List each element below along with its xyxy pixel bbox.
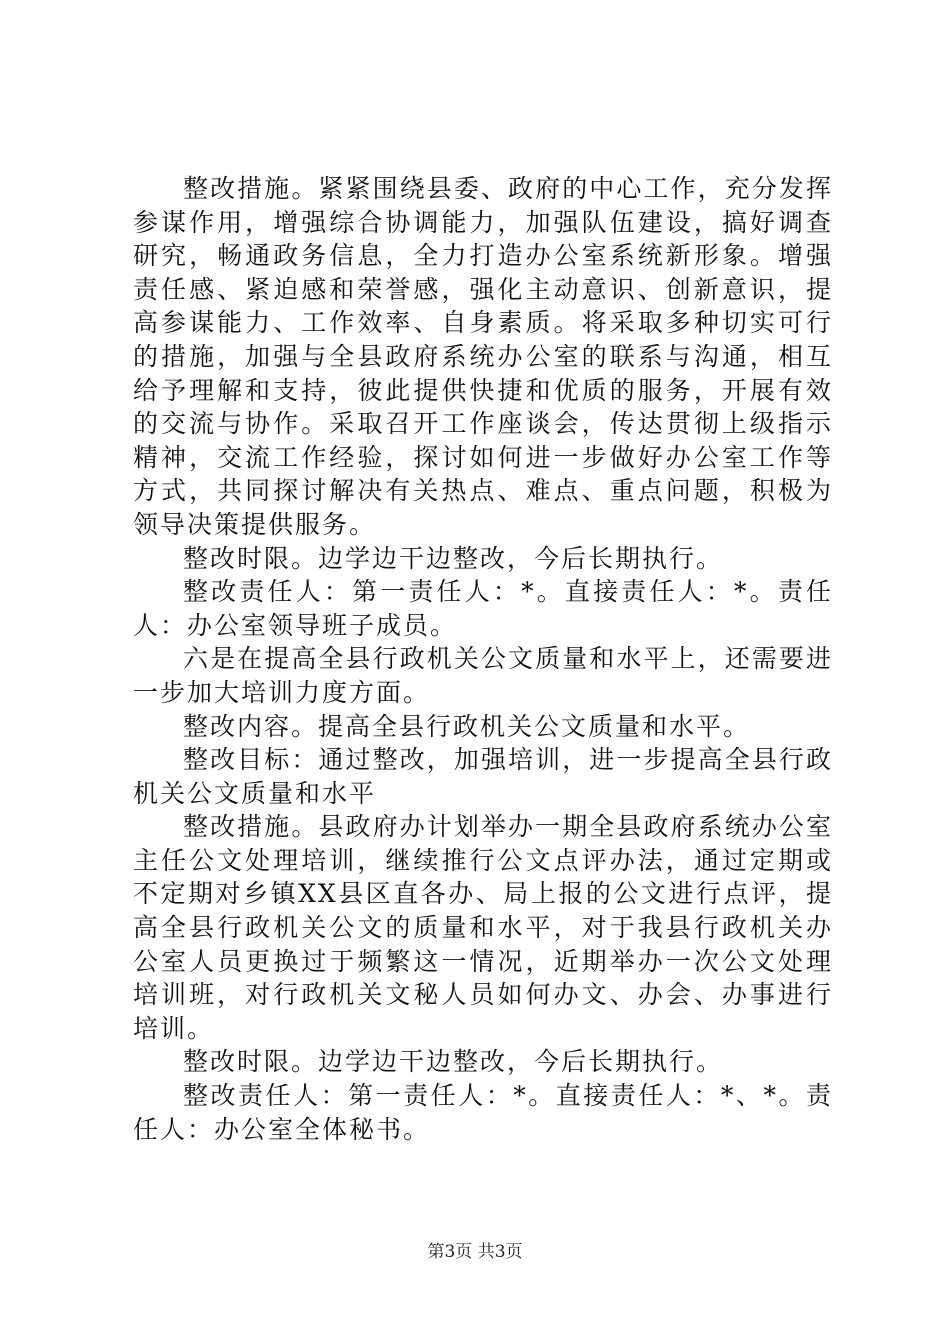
paragraph-measures-2: 整改措施。县政府办计划举办一期全县政府系统办公室主任公文处理培训，继续推行公文点评办法，通过定期或不定期对乡镇XX县区直各办、局上报的公文进行点评，提高全县行政机关公文的质量和水平，对于我县行政机关办公室人员更换过于频繁这一情况，近期举办一次公文处理培训班，对行政机关文秘人员如何办文、办会、办事进行培训。 bbox=[133, 812, 833, 1043]
paragraph-goal: 整改目标：通过整改，加强培训，进一步提高全县行政机关公文质量和水平 bbox=[133, 745, 833, 808]
paragraph-deadline-1: 整改时限。边学边干边整改，今后长期执行。 bbox=[183, 543, 724, 573]
paragraph-issue-six: 六是在提高全县行政机关公文质量和水平上，还需要进一步加大培训力度方面。 bbox=[133, 644, 833, 707]
paragraph-responsible-1: 整改责任人：第一责任人：*。直接责任人：*。责任人：办公室领导班子成员。 bbox=[133, 577, 833, 640]
paragraph-deadline-2: 整改时限。边学边干边整改，今后长期执行。 bbox=[183, 1047, 724, 1077]
paragraph-responsible-2: 整改责任人：第一责任人：*。直接责任人：*、*。责任人：办公室全体秘书。 bbox=[133, 1081, 833, 1144]
document-body bbox=[133, 172, 833, 1146]
page-number-footer: 第3页 共3页 bbox=[427, 1242, 523, 1262]
paragraph-content: 整改内容。提高全县行政机关公文质量和水平。 bbox=[183, 711, 751, 741]
paragraph-measures-1: 整改措施。紧紧围绕县委、政府的中心工作，充分发挥参谋作用，增强综合协调能力，加强队伍建设，搞好调查研究，畅通政务信息，全力打造办公室系统新形象。增强责任感、紧迫感和荣誉感，强化主动意识、创新意识，提高参谋能力、工作效率、自身素质。将采取多种切实可行的措施，加强与全县政府系统办公室的联系与沟通，相互给予理解和支持，彼此提供快捷和优质的服务，开展有效的交流与协作。采取召开工作座谈会，传达贯彻上级指示精神，交流工作经验，探讨如何进一步做好办公室工作等方式，共同探讨解决有关热点、难点、重点问题，积极为领导决策提供服务。 bbox=[133, 174, 833, 539]
